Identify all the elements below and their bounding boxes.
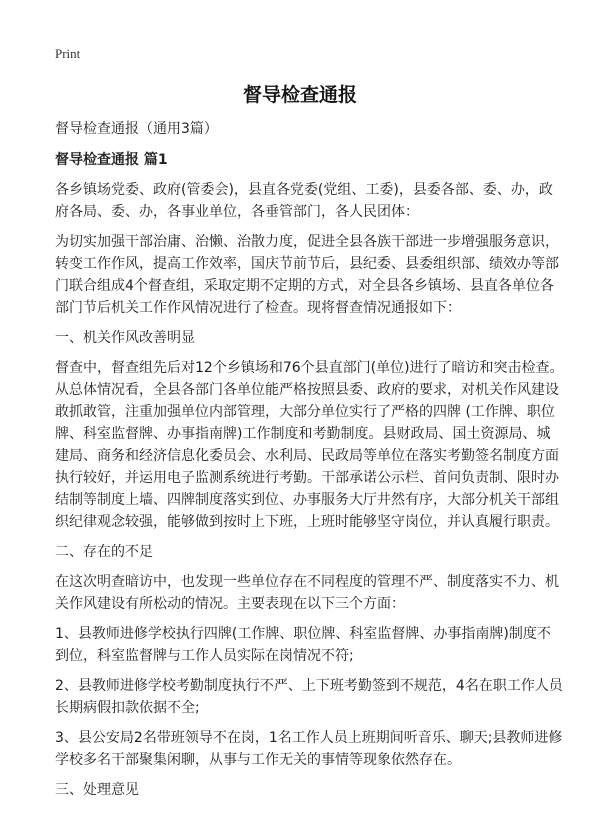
page-title: 督导检查通报 — [242, 84, 357, 106]
text-line: 三、处理意见 — [55, 782, 139, 798]
text-line: 长期病假扣款依据不全; — [55, 700, 200, 716]
paragraph — [55, 541, 555, 563]
text-line: 关作风建设有所松动的情况。主要表现在以下三个方面： — [55, 596, 405, 612]
document-subtitle: 督导检查通报（通用3篇） — [55, 121, 218, 137]
paragraph — [55, 727, 563, 771]
print-link[interactable]: Print — [55, 46, 81, 61]
text-line: 学校多名干部聚集闲聊，从事与工作无关的事情等现象依然存在。 — [55, 752, 461, 768]
text-line: 到位，科室监督牌与工作人员实际在岗情况不符; — [55, 648, 354, 664]
text-line: 转变工作作风，提高工作效率，国庆节前节后，县纪委、县委组织部、绩效办等部 — [55, 256, 559, 272]
text-line: 1、县教师进修学校执行四牌(工作牌、职位牌、科室监督牌、办事指南牌)制度不 — [55, 626, 551, 642]
paragraph — [55, 779, 555, 801]
paragraph — [55, 179, 555, 223]
text-line: 一、机关作风改善明显 — [55, 330, 195, 346]
text-line: 执行较好，并运用电子监测系统进行考勤。干部承诺公示栏、首问负责制、限时办 — [55, 470, 559, 486]
text-line: 各乡镇场党委、政府(管委会)，县直各党委(党组、工委)，县委各部、委、办，政 — [55, 182, 553, 198]
text-line: 3、县公安局2名带班领导不在岗，1名工作人员上班期间听音乐、聊天;县教师进修 — [55, 730, 563, 746]
text-line: 门联合组成4个督查组，采取定期不定期的方式，对全县各乡镇场、县直各单位各 — [55, 278, 554, 294]
document-body — [55, 118, 564, 809]
text-line: 从总体情况看，全县各部门各单位能严格按照县委、政府的要求，对机关作风建设 — [55, 382, 559, 398]
text-line: 牌、科室监督牌、办事指南牌)工作制度和考勤制度。县财政局、国土资源局、城 — [55, 426, 551, 442]
text-line: 2、县教师进修学校考勤制度执行不严、上下班考勤签到不规范，4名在职工作人员 — [55, 678, 563, 694]
paragraph — [55, 571, 559, 615]
text-line: 敢抓敢管，注重加强单位内部管理，大部分单位实行了严格的四牌 (工作牌、职位 — [55, 404, 555, 420]
paragraph — [55, 231, 559, 319]
text-line: 二、存在的不足 — [55, 544, 153, 560]
paragraph — [55, 623, 555, 667]
text-line: 在这次明查暗访中，也发现一些单位存在不同程度的管理不严、制度落实不力、机 — [55, 574, 559, 590]
section-heading: 督导检查通报 篇1 — [55, 152, 168, 168]
text-line: 府各局、委、办，各事业单位，各垂管部门，各人民团体： — [55, 204, 419, 220]
paragraph — [55, 675, 563, 719]
paragraphs — [55, 179, 564, 801]
text-line: 督查中，督查组先后对12个乡镇场和76个县直部门(单位)进行了暗访和突击检查。 — [55, 360, 564, 376]
text-line: 部门节后机关工作作风情况进行了检查。现将督查情况通报如下： — [55, 300, 461, 316]
text-line: 结制等制度上墙、四牌制度落实到位、办事服务大厅井然有序，大部分机关干部组 — [55, 492, 559, 508]
text-line: 建局、商务和经济信息化委员会、水利局、民政局等单位在落实考勤签名制度方面 — [55, 448, 559, 464]
text-line: 为切实加强干部治庸、治懒、治散力度，促进全县各族干部进一步增强服务意识， — [55, 234, 559, 250]
paragraph — [55, 357, 564, 533]
text-line: 织纪律观念较强，能够做到按时上下班，上班时能够坚守岗位，并认真履行职责。 — [55, 514, 559, 530]
paragraph — [55, 327, 555, 349]
